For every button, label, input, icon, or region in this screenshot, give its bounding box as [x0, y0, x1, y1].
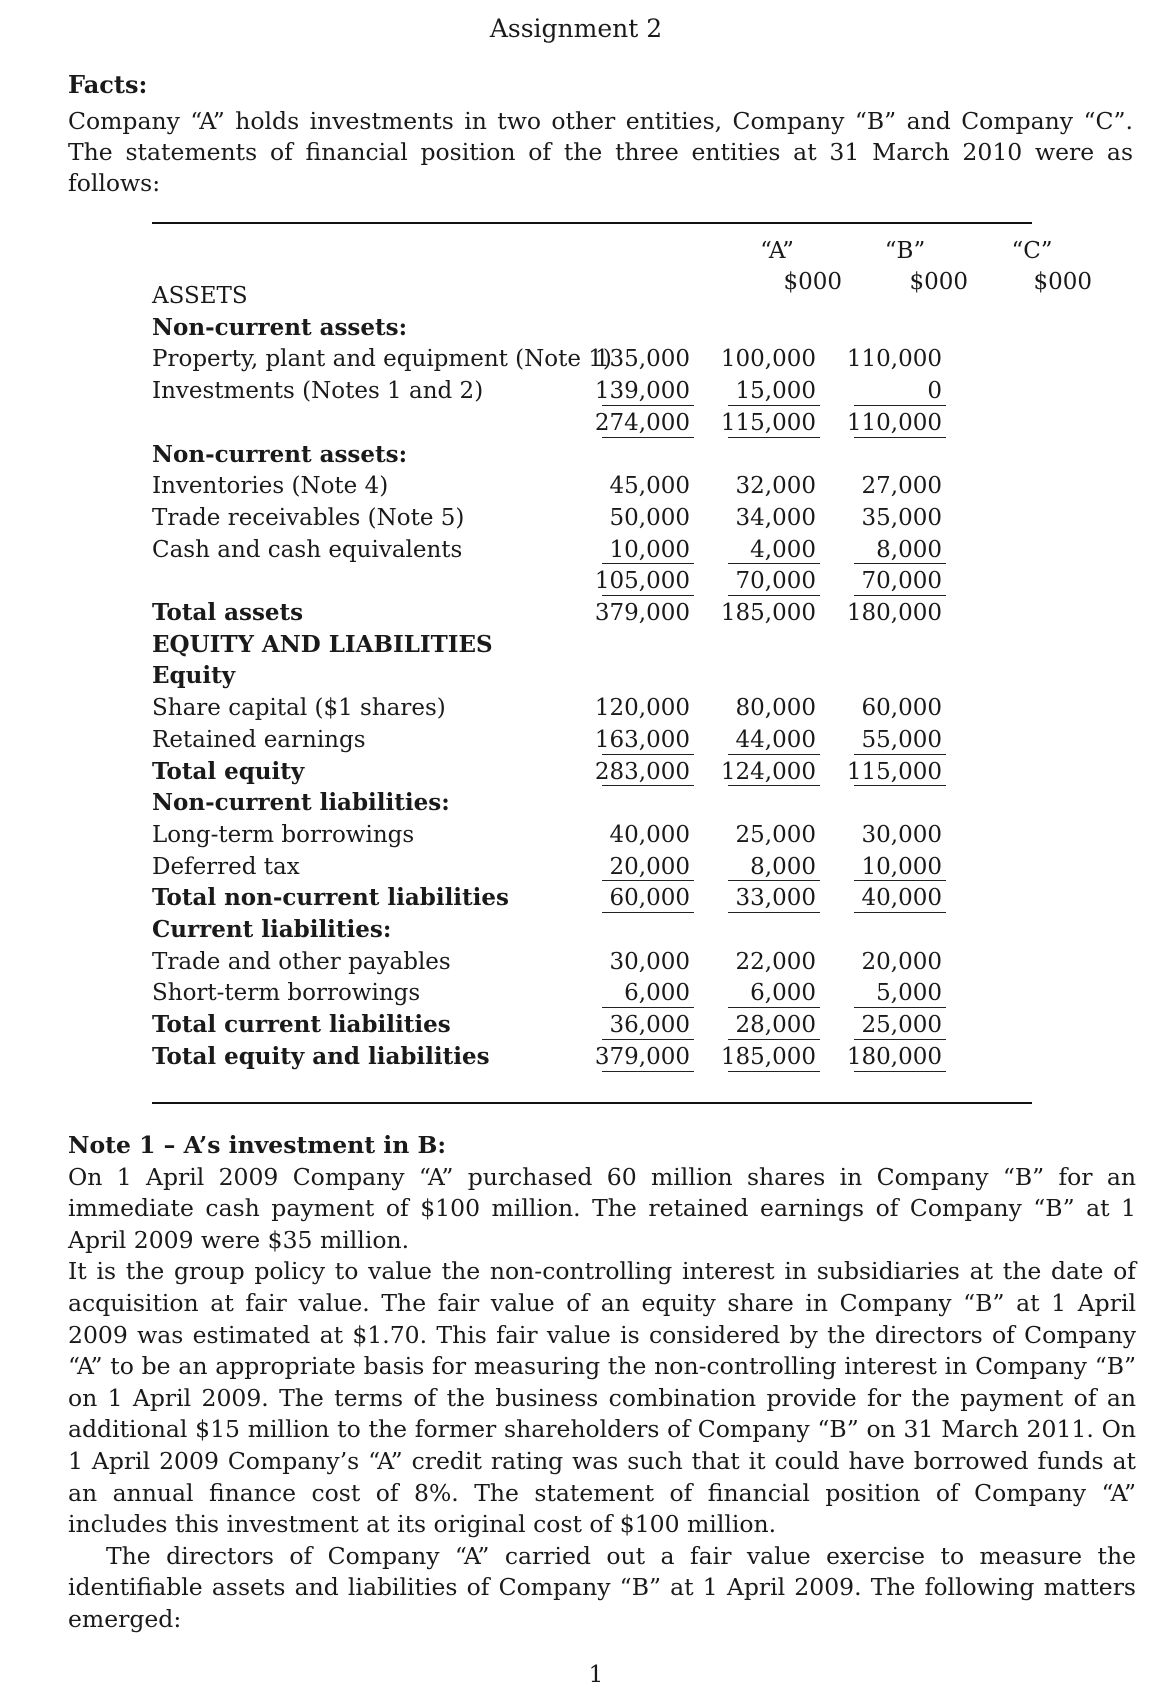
- row-label: Equity: [152, 662, 236, 690]
- cell-b: 15,000: [735, 378, 816, 405]
- row-label: Property, plant and equipment (Note 1): [152, 346, 612, 373]
- row-label: Investments (Notes 1 and 2): [152, 378, 484, 405]
- column-name: “A”: [760, 238, 794, 264]
- row-label: Retained earnings: [152, 726, 366, 753]
- table-row: [152, 914, 1032, 946]
- cell-b: 28,000: [735, 1012, 816, 1039]
- cell-b: 34,000: [735, 504, 816, 531]
- sum-underline: [854, 1007, 946, 1008]
- sum-underline: [728, 595, 820, 596]
- sum-underline: [602, 595, 694, 596]
- cell-a: 6,000: [624, 980, 690, 1007]
- table-row: [152, 439, 1032, 471]
- table-bottom-rule: [152, 1102, 1032, 1104]
- sum-underline: [854, 405, 946, 406]
- cell-a: 105,000: [594, 568, 690, 595]
- sum-underline: [602, 1007, 694, 1008]
- column-name: “C”: [1011, 238, 1053, 264]
- row-label: Cash and cash equivalents: [152, 536, 463, 563]
- cell-c: 115,000: [846, 758, 942, 785]
- row-label: Current liabilities:: [152, 916, 392, 943]
- table-row: [152, 851, 1032, 883]
- cell-c: 110,000: [846, 346, 942, 373]
- column-name: “B”: [884, 238, 926, 264]
- cell-a: 36,000: [609, 1012, 690, 1039]
- cell-c: 0: [927, 378, 942, 405]
- note-1-paragraph-2: It is the group policy to value the non-controlling interest in subsidiaries at the date of acquisition at fair value. The fair value of an equity share in Company “B” at 1 April 2009 was estimated at $1.70. This fair value is considered by the directors of Company “A” to be an appropriate basis for measuring the non-controlling interest in Company “B” on 1 April 2009. The terms of the business combination provide for the payment of an additional $15 million to the former shareholders of Company “B” on 31 March 2011. On 1 April 2009 Company’s “A” credit rating was such that it could have borrowed funds at an annual finance cost of 8%. The statement of financial position of Company “A” includes this investment at its original cost of $100 million.: [68, 1257, 1136, 1539]
- cell-a: 283,000: [594, 758, 690, 785]
- row-label: Trade and other payables: [152, 948, 451, 975]
- sum-underline: [728, 1039, 820, 1040]
- cell-c: 70,000: [861, 568, 942, 595]
- cell-c: 180,000: [846, 1043, 942, 1070]
- sum-underline: [602, 785, 694, 786]
- table-row: [152, 692, 1032, 724]
- cell-b: 185,000: [720, 600, 816, 626]
- row-label: Share capital ($1 shares): [152, 695, 446, 722]
- sum-underline: [728, 912, 820, 913]
- table-row: [152, 724, 1032, 756]
- table-row: [152, 280, 1032, 312]
- cell-a: 120,000: [594, 695, 690, 722]
- sum-underline: [728, 1007, 820, 1008]
- cell-a: 379,000: [594, 600, 690, 626]
- cell-c: 30,000: [861, 821, 942, 848]
- table-row: [152, 1009, 1032, 1041]
- cell-c: 20,000: [861, 948, 942, 975]
- table-row: [152, 756, 1032, 788]
- cell-a: 163,000: [594, 726, 690, 753]
- row-label: Total current liabilities: [152, 1011, 451, 1039]
- note-1-title: Note 1 – A’s investment in B:: [68, 1131, 447, 1159]
- sum-underline: [854, 880, 946, 881]
- facts-heading: Facts:: [68, 70, 148, 99]
- cell-a: 274,000: [594, 409, 690, 436]
- row-label: Trade receivables (Note 5): [152, 504, 465, 531]
- intro-paragraph: Company “A” holds investments in two other entities, Company “B” and Company “C”. The statements of financial position of the three entities at 31 March 2010 were as follows:: [68, 107, 1133, 197]
- cell-c: 27,000: [861, 473, 942, 500]
- table-row: [152, 565, 1032, 597]
- table-row: [152, 534, 1032, 566]
- cell-b: 115,000: [720, 409, 816, 436]
- table-row: [152, 1041, 1032, 1073]
- sum-underline: [728, 754, 820, 755]
- note-1-paragraph-1: On 1 April 2009 Company “A” purchased 60 million shares in Company “B” for an immediate cash payment of $100 million. The retained earnings of Company “B” at 1 April 2009 were $35 million.: [68, 1162, 1136, 1254]
- sum-underline: [728, 563, 820, 564]
- table-row: [152, 946, 1032, 978]
- cell-b: 80,000: [735, 695, 816, 722]
- row-label: Deferred tax: [152, 853, 300, 880]
- row-label: Long-term borrowings: [152, 821, 415, 848]
- table-row: [152, 819, 1032, 851]
- row-label: Total assets: [152, 599, 304, 626]
- cell-a: 379,000: [594, 1043, 690, 1070]
- sum-underline: [602, 405, 694, 406]
- sum-underline: [728, 437, 820, 438]
- sum-underline: [602, 437, 694, 438]
- row-label: Non-current assets:: [152, 313, 408, 341]
- document-title: Assignment 2: [489, 14, 663, 43]
- cell-a: 139,000: [594, 378, 690, 405]
- sum-underline: [854, 1071, 946, 1072]
- cell-c: 55,000: [861, 726, 942, 753]
- cell-c: 10,000: [861, 853, 942, 880]
- cell-a: 50,000: [609, 504, 690, 531]
- cell-c: 180,000: [846, 600, 942, 626]
- table-row: [152, 312, 1032, 344]
- sum-underline: [854, 595, 946, 596]
- table-row: [152, 882, 1032, 914]
- row-label: Total equity and liabilities: [152, 1042, 490, 1070]
- sum-underline: [728, 405, 820, 406]
- column-unit: $000: [783, 269, 842, 295]
- row-label: EQUITY AND LIABILITIES: [152, 630, 493, 658]
- table-row: [152, 343, 1032, 375]
- sum-underline: [854, 563, 946, 564]
- sum-underline: [602, 1071, 694, 1072]
- cell-c: 60,000: [861, 695, 942, 722]
- cell-b: 70,000: [735, 568, 816, 595]
- cell-c: 35,000: [861, 504, 942, 531]
- sum-underline: [854, 912, 946, 913]
- cell-b: 8,000: [750, 853, 816, 880]
- sum-underline: [602, 912, 694, 913]
- row-label: Total equity: [152, 757, 305, 785]
- sum-underline: [602, 754, 694, 755]
- note-1-paragraph-3: The directors of Company “A” carried out a fair value exercise to measure the identifiable assets and liabilities of Company “B” at 1 April 2009. The following matters emerged:: [68, 1541, 1136, 1633]
- table-top-rule: [152, 222, 1032, 224]
- cell-c: 5,000: [876, 980, 942, 1007]
- cell-c: 40,000: [861, 885, 942, 912]
- cell-b: 4,000: [750, 536, 816, 563]
- cell-a: 20,000: [609, 853, 690, 880]
- row-label: ASSETS: [152, 283, 248, 309]
- cell-b: 25,000: [735, 821, 816, 848]
- sum-underline: [728, 1071, 820, 1072]
- table-row: [152, 470, 1032, 502]
- cell-b: 44,000: [735, 726, 816, 753]
- sum-underline: [602, 563, 694, 564]
- cell-a: 10,000: [609, 536, 690, 563]
- column-unit: $000: [1033, 269, 1092, 295]
- table-row: [152, 597, 1032, 629]
- row-label: Short-term borrowings: [152, 980, 421, 1007]
- sum-underline: [854, 754, 946, 755]
- sum-underline: [728, 880, 820, 881]
- table-row: [152, 502, 1032, 534]
- table-row: [152, 787, 1032, 819]
- row-label: Non-current assets:: [152, 440, 408, 468]
- table-row: [152, 629, 1032, 661]
- cell-a: 40,000: [609, 821, 690, 848]
- sum-underline: [854, 785, 946, 786]
- cell-b: 22,000: [735, 948, 816, 975]
- sum-underline: [854, 437, 946, 438]
- table-row: [152, 660, 1032, 692]
- note-1-section: [68, 1130, 1136, 1636]
- cell-c: 25,000: [861, 1012, 942, 1039]
- cell-b: 124,000: [720, 758, 816, 785]
- cell-a: 135,000: [594, 346, 690, 373]
- table-row: [152, 407, 1032, 439]
- sum-underline: [602, 1039, 694, 1040]
- cell-b: 32,000: [735, 473, 816, 500]
- row-label: Inventories (Note 4): [152, 473, 389, 500]
- cell-a: 45,000: [609, 473, 690, 500]
- sum-underline: [602, 880, 694, 881]
- table-row: [152, 977, 1032, 1009]
- table-row: [152, 375, 1032, 407]
- cell-b: 33,000: [735, 885, 816, 912]
- cell-b: 100,000: [720, 346, 816, 373]
- column-unit: $000: [909, 269, 968, 295]
- cell-a: 30,000: [609, 948, 690, 975]
- cell-c: 110,000: [846, 409, 942, 436]
- row-label: Total non-current liabilities: [152, 884, 509, 912]
- row-label: Non-current liabilities:: [152, 789, 450, 817]
- cell-a: 60,000: [609, 885, 690, 912]
- cell-c: 8,000: [876, 536, 942, 563]
- sum-underline: [728, 785, 820, 786]
- page-number: 1: [588, 1662, 604, 1688]
- cell-b: 6,000: [750, 980, 816, 1007]
- sum-underline: [854, 1039, 946, 1040]
- cell-b: 185,000: [720, 1043, 816, 1070]
